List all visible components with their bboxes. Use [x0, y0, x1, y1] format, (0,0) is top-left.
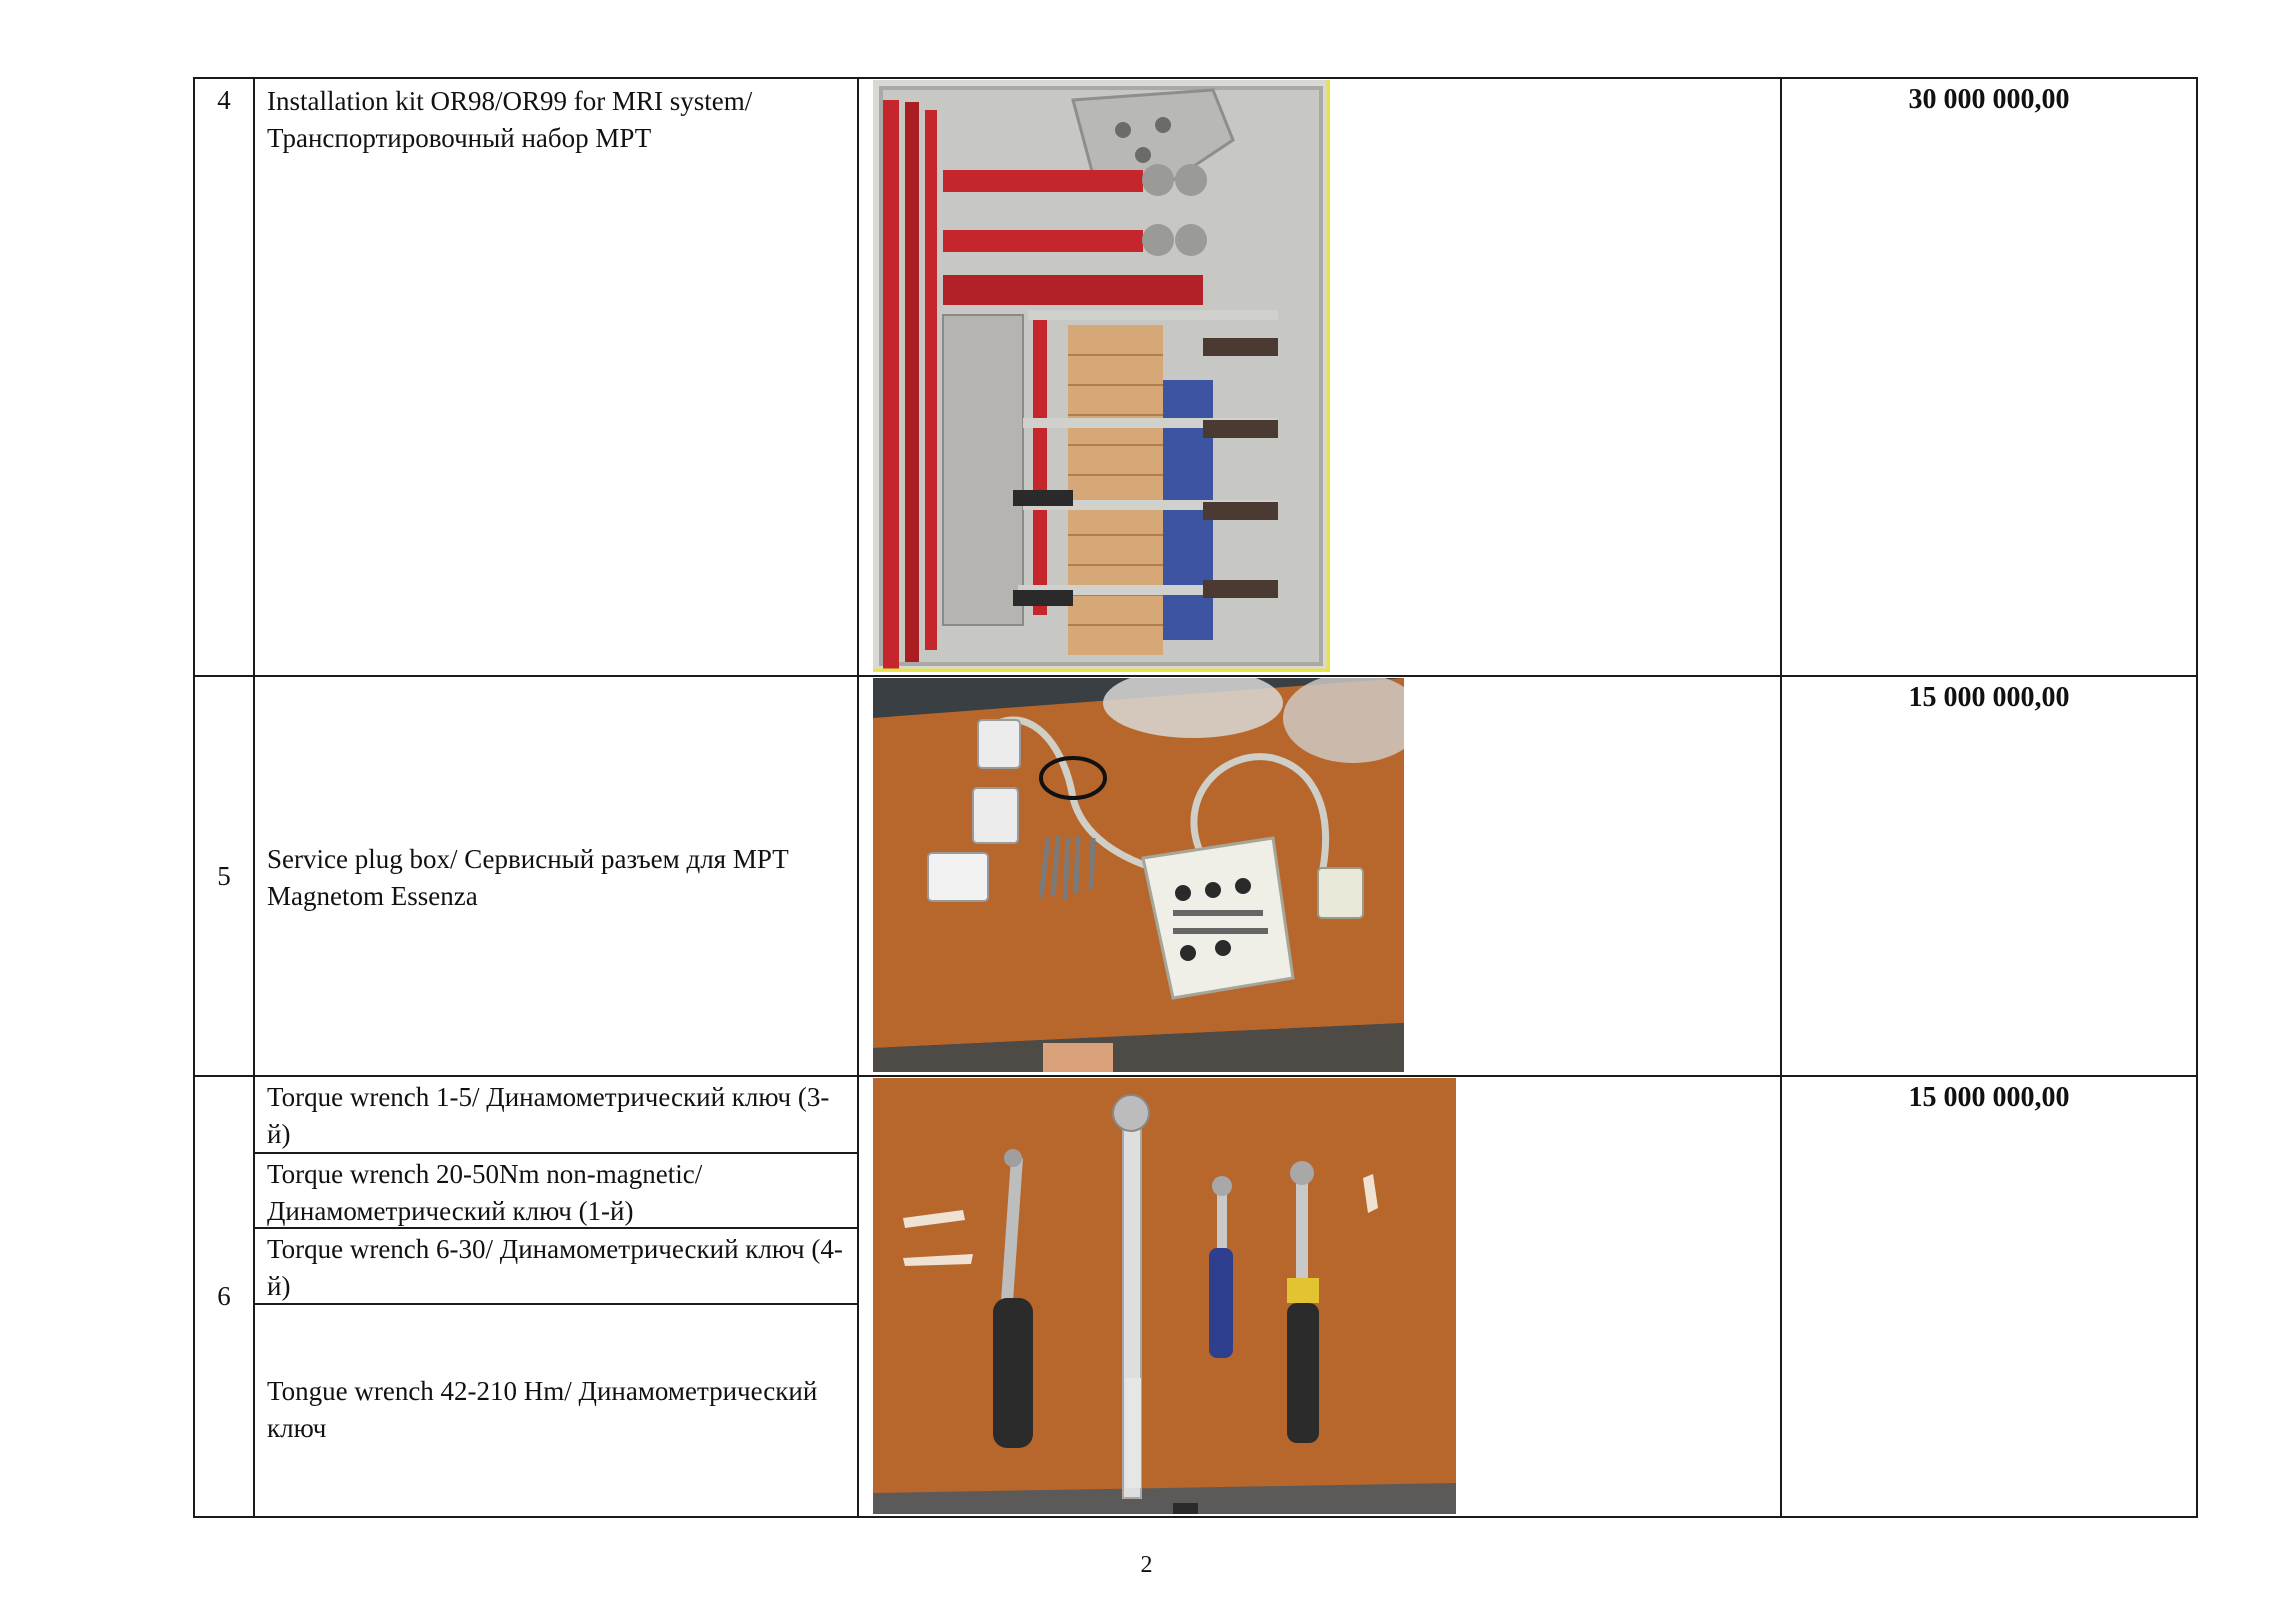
photo-cell	[858, 676, 1781, 1076]
price-cell	[1781, 78, 2197, 676]
sub-item	[255, 1229, 857, 1305]
sub-item-name: Torque wrench 20-50Nm non-magnetic/ Динамометрический ключ (1-й)	[267, 1159, 703, 1226]
price-cell	[1781, 1076, 2197, 1517]
item-price: 15 000 000,00	[1908, 1082, 2070, 1113]
sub-item	[255, 1305, 857, 1514]
sub-item-name: Torque wrench 6-30/ Динамометрический ключ (4-й)	[267, 1234, 843, 1301]
item-price: 30 000 000,00	[1908, 84, 2070, 115]
row-number-cell	[194, 1076, 254, 1517]
page-number: 2	[1140, 1552, 1153, 1578]
sub-item-name: Torque wrench 1-5/ Динамометрический ключ (3-й)	[267, 1082, 830, 1149]
table-row	[194, 676, 2197, 1076]
item-name: Installation kit OR98/OR99 for MRI system/ Транспортировочный набор МРТ	[267, 86, 753, 153]
item-name-cell	[254, 676, 858, 1076]
item-price: 15 000 000,00	[1908, 682, 2070, 713]
torque-wrenches-photo	[873, 1078, 1456, 1514]
inventory-table	[193, 77, 2198, 1518]
row-number-cell	[194, 78, 254, 676]
photo-cell	[858, 78, 1781, 676]
sub-item	[255, 1077, 857, 1154]
photo-cell	[858, 1076, 1781, 1517]
price-cell	[1781, 676, 2197, 1076]
row-number: 4	[217, 85, 231, 115]
table-row	[194, 1076, 2197, 1517]
sub-item-name: Tongue wrench 42-210 Hm/ Динамометрический ключ	[267, 1375, 818, 1443]
row-number: 6	[217, 1281, 231, 1311]
row-number: 5	[217, 860, 231, 891]
item-name-cell	[254, 1076, 858, 1517]
item-name: Service plug box/ Сервисный разъем для МРТ Magnetom Essenza	[267, 844, 789, 911]
table-row	[194, 78, 2197, 676]
row-number-cell	[194, 676, 254, 1076]
sub-item	[255, 1154, 857, 1229]
item-name-cell	[254, 78, 858, 676]
mri-installation-kit-photo	[873, 80, 1330, 672]
service-plug-box-photo	[873, 678, 1404, 1072]
